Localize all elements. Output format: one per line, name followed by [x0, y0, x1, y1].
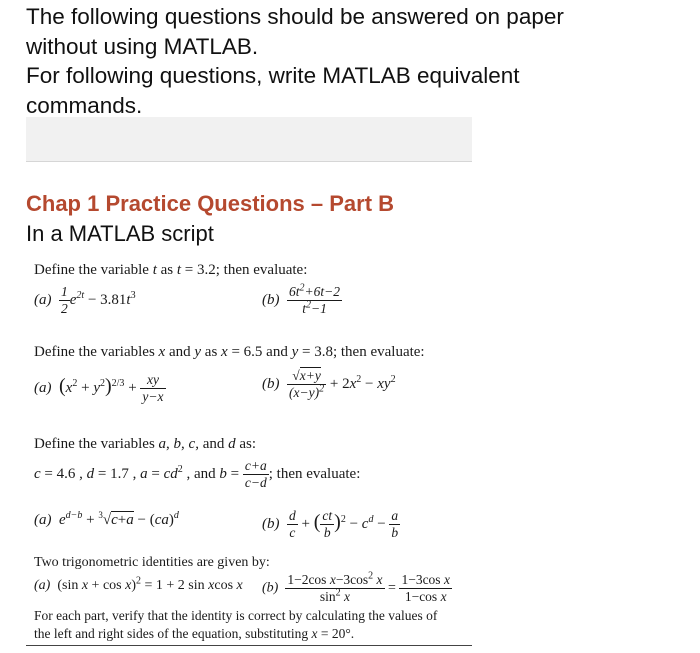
chapter-title: Chap 1 Practice Questions – Part B — [26, 191, 395, 216]
problem-4-part-b: (b) $\frac{1-2\cos x-3\cos^2 x}{\sin^2 x}$ = $\frac{\text{1−3cos x}}{\text{1−cos x}}$ — [262, 570, 450, 604]
problem-4-note-line-1: For each part, verify that the identity is correct by calculating the values of — [34, 608, 438, 623]
problem-3-definitions: c = 4.6 , d = 1.7 , $a = cd^2$ , and b = $\frac{c+a}{c-d}$ ; then evaluate: — [34, 458, 361, 490]
problem-3-prompt: Define the variables a, b, c, and d as: — [34, 436, 257, 452]
intro-line-1: The following questions should be answered on paper — [26, 4, 564, 29]
problem-4-part-a: (a) (sin x + cos x)$^2$ = 1 + 2 sin xcos x — [34, 575, 243, 593]
problem-2-part-b: (b) $\frac{√x+y}{(x-y)^2}$ + $2x^2 - xy^2$ — [262, 368, 396, 400]
separator-line — [26, 161, 472, 162]
problem-4-note-line-2: the left and right sides of the equation, substituting x = 20°. — [34, 626, 355, 641]
intro-line-3: For following questions, write MATLAB equivalent — [26, 63, 520, 88]
problem-1-prompt: Define the variable t as t = 3.2; then evaluate: — [34, 262, 308, 278]
problem-2-part-a: (a) $(x^2 + y^2)^{2/3}$ + $\frac{xy}{y-x}$ — [34, 372, 164, 404]
problem-1-part-b: (b) $\frac{6t^2+6t-2}{t^2-1}$ — [262, 282, 341, 316]
problem-3-part-a: (a) $e^{d-b} + ^3√c+a - (ca)^d$ — [34, 510, 179, 528]
intro-paragraph — [26, 2, 666, 120]
problem-1-part-a: (a) $\frac{1}{2}$ $e^{2t} - 3.81t^3$ — [34, 284, 136, 316]
bottom-rule — [26, 645, 472, 646]
blank-separator-block — [26, 117, 472, 161]
intro-line-2: without using MATLAB. — [26, 33, 259, 59]
chapter-subtitle: In a MATLAB script — [26, 221, 214, 246]
intro-line-4: commands. — [26, 92, 143, 118]
problem-3-part-b: (b) $\frac{d}{c}$ + ( $\frac{ct}{b}$ )$^2 - c^d$ − $\frac{a}{b}$ — [262, 508, 399, 540]
problem-4-prompt: Two trigonometric identities are given by: — [34, 555, 270, 570]
problem-2-prompt: Define the variables x and y as x = 6.5 and y = 3.8; then evaluate: — [34, 344, 425, 360]
